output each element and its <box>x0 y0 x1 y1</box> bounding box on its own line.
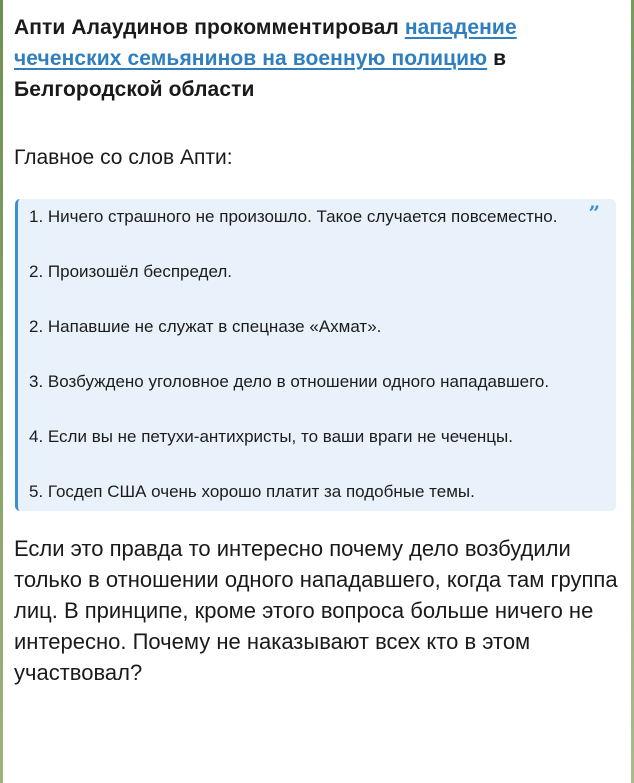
quote-item: 2. Напавшие не служат в спецназе «Ахмат». <box>29 317 382 336</box>
background-edge-left <box>0 0 3 783</box>
quote-item: 2. Произошёл беспредел. <box>29 262 233 281</box>
headline-text: Апти Алаудинов прокомментировал <box>14 16 405 39</box>
quote-item: 4. Если вы не петухи-антихристы, то ваши враги не чеченцы. <box>29 427 513 446</box>
quote-item: 3. Возбуждено уголовное дело в отношении одного нападавшего. <box>29 372 550 391</box>
headline-text-end: в Белгородской области <box>14 47 507 101</box>
outro-text: Если это правда то интересно почему дело возбудили только в отношении одного нападавшего, когда там группа лиц. В принципе, кроме этого вопроса больше ничего не интересно. Почему не наказывают всех кто в этом участвовал? <box>14 536 618 685</box>
article-link[interactable]: нападение чеченских семьянинов на военную полицию <box>14 16 517 70</box>
quote-mark-icon: ” <box>588 201 600 225</box>
quote-item: 5. Госдеп США очень хорошо платит за подобные темы. <box>29 482 475 501</box>
quote-item: 1. Ничего страшного не произошло. Такое случается повсеместно. <box>29 207 558 226</box>
post-headline <box>14 12 620 105</box>
intro-text: Главное со слов Апти: <box>14 146 233 169</box>
blockquote <box>15 199 616 511</box>
